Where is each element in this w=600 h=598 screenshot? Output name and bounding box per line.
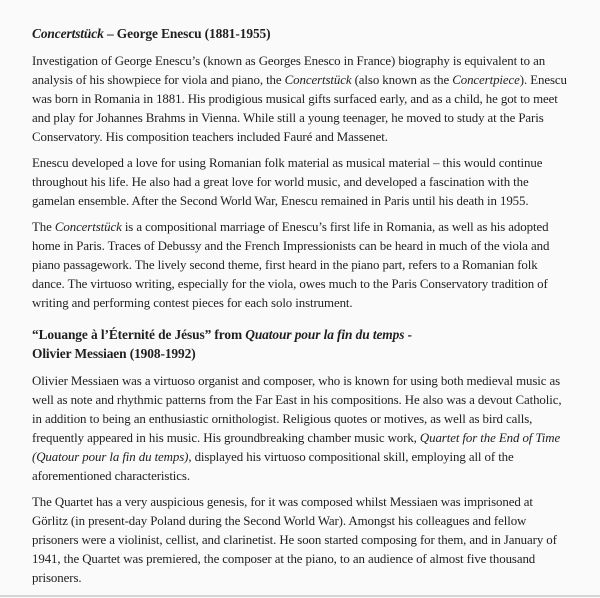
page-bottom-edge bbox=[0, 595, 600, 597]
text-run: Enescu developed a love for using Romanian folk material as musical material – this would continue throughout his life. He also had a great love for world music, and developed a fascination with the gamelan ensemble. After the Second World War, Enescu remained in Paris until his death in 1955. bbox=[32, 156, 543, 208]
messiaen-paragraph-1 bbox=[32, 372, 570, 486]
enescu-heading-rest: – George Enescu (1881-1955) bbox=[103, 26, 271, 41]
section-messiaen bbox=[32, 325, 570, 588]
messiaen-heading bbox=[32, 325, 570, 363]
messiaen-composer-name: Olivier Messiaen (1908-1992) bbox=[32, 346, 196, 361]
text-run: Investigation of George Enescu’s (known as Georges Enesco in France) biography is equivalent to an analysis of his showpiece for viola and piano, the bbox=[32, 54, 546, 87]
messiaen-heading-dash: - bbox=[404, 327, 412, 342]
messiaen-paragraph-2 bbox=[32, 493, 570, 588]
messiaen-movement-title: “Louange à l’Éternité de Jésus” from bbox=[32, 327, 246, 342]
text-run: The Quartet has a very auspicious genesis, for it was composed whilst Messiaen was imprisoned at Görlitz (in present-day Poland during the Second World War). Amongst his colleagues and fellow prisoners were a violinist, cellist, and clarinetist. He soon started composing for them, and in January of 1941, the Quartet was premiered, the composer at the piano, to an audience of almost five thousand prisoners. bbox=[32, 495, 557, 585]
text-run-italic: Quartet for the End of Time (Quatour pour la fin du temps) bbox=[32, 431, 561, 464]
text-run: Olivier Messiaen was a virtuoso organist and composer, who is known for using both medieval music as well as note and rhythmic patterns from the Far East in his compositions. He also was a devout Catholic, in addition to being an enthusiastic ornithologist. Religious quotes or motives, as well as bird calls, frequently appeared in his music. His groundbreaking chamber music work, bbox=[32, 374, 562, 445]
enescu-paragraph-2 bbox=[32, 154, 570, 211]
enescu-heading bbox=[32, 24, 570, 43]
text-run: ). Enescu was born in Romania in 1881. His prodigious musical gifts surfaced early, and as a child, he got to meet and play for Johannes Brahms in Vienna. While still a young teenager, he moved to study at the Paris Conservatory. His composition teachers included Fauré and Massenet. bbox=[32, 73, 567, 144]
text-run: The bbox=[32, 220, 55, 234]
text-run-italic: Concertstück bbox=[284, 73, 352, 87]
text-run-italic: Concertstück bbox=[54, 220, 122, 234]
section-enescu bbox=[32, 24, 570, 313]
text-run-italic: Concertpiece bbox=[452, 73, 520, 87]
enescu-paragraph-1 bbox=[32, 52, 570, 147]
messiaen-work-title: Quatour pour la fin du temps bbox=[245, 327, 405, 342]
enescu-work-title: Concertstück bbox=[32, 26, 104, 41]
enescu-paragraph-3 bbox=[32, 218, 570, 313]
text-run: (also known as the bbox=[351, 73, 453, 87]
text-run: is a compositional marriage of Enescu’s first life in Romania, as well as his adopted home in Paris. Traces of Debussy and the French Impressionists can be heard in much of the viola and piano passagework. The lively second theme, first heard in the piano part, refers to a Romanian folk dance. The virtuoso writing, especially for the viola, owes much to the Paris Conservatory tradition of writing and performing contest pieces for each solo instrument. bbox=[32, 220, 550, 310]
text-run: , displayed his virtuoso compositional skill, employing all of the aforementioned characteristics. bbox=[32, 450, 514, 483]
